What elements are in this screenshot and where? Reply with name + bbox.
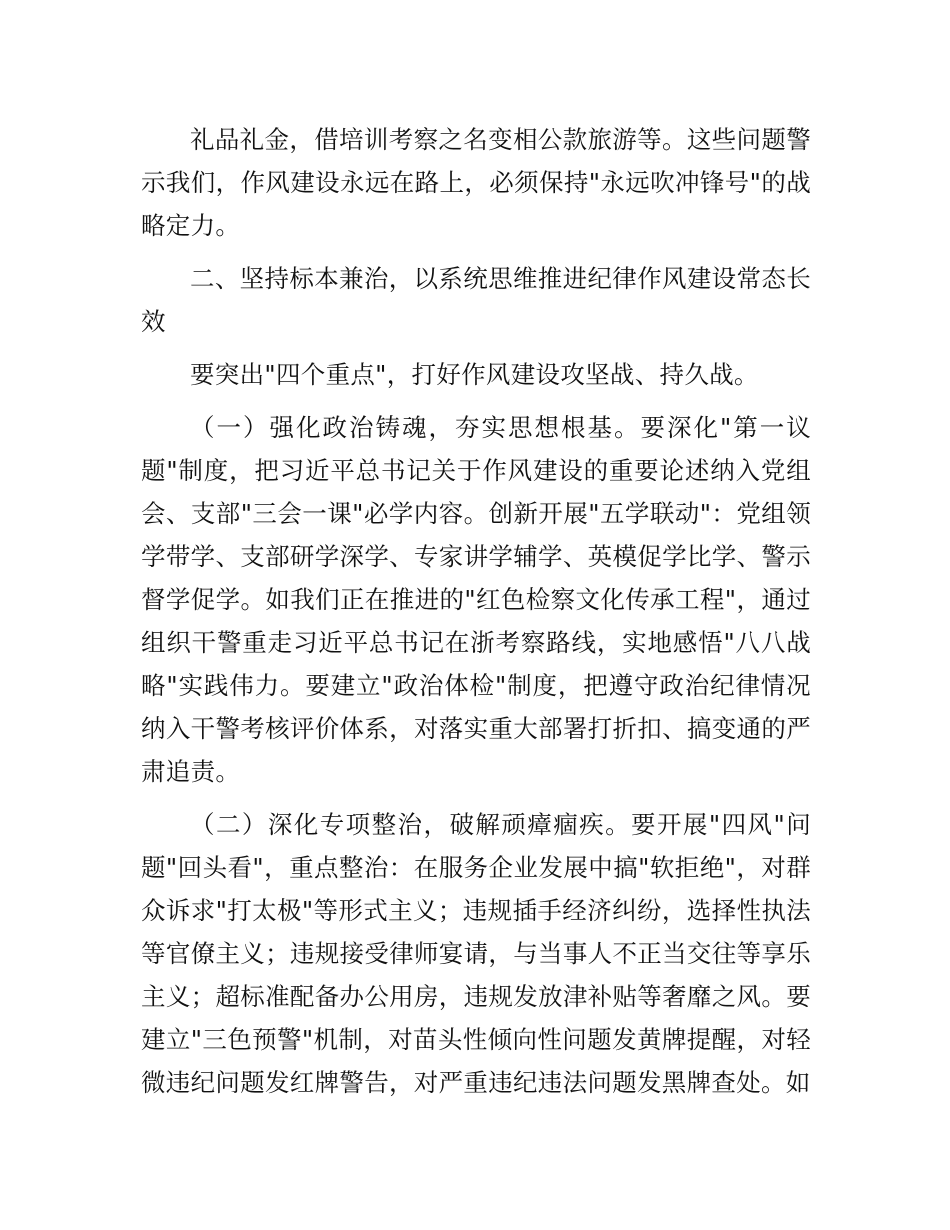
paragraph-special-rectification: （二）深化专项整治，破解顽瘴痼疾。要开展"四风"问题"回头看"，重点整治：在服务企业发展中搞"软拒绝"，对群众诉求"打太极"等形式主义；违规插手经济纠纷，选择性执法等官僚主义；违规接受律师宴请，与当事人不正当交往等享乐主义；超标准配备办公用房，违规发放津补贴等奢靡之风。要建立"三色预警"机制，对苗头性倾向性问题发黄牌提醒，对轻微违纪问题发红牌警告，对严重违纪违法问题发黑牌查处。如: [141, 810, 811, 1097]
document-body: [141, 118, 811, 1114]
paragraph-continuation: 礼品礼金，借培训考察之名变相公款旅游等。这些问题警示我们，作风建设永远在路上，必须保持"永远吹冲锋号"的战略定力。: [141, 125, 811, 240]
paragraph-political-soul: （一）强化政治铸魂，夯实思想根基。要深化"第一议题"制度，把习近平总书记关于作风建设的重要论述纳入党组会、支部"三会一课"必学内容。创新开展"五学联动"：党组领学带学、支部研学深学、专家讲学辅学、英模促学比学、警示督学促学。如我们正在推进的"红色检察文化传承工程"，通过组织干警重走习近平总书记在浙考察路线，实地感悟"八八战略"实践伟力。要建立"政治体检"制度，把遵守政治纪律情况纳入干警考核评价体系，对落实重大部署打折扣、搞变通的严肃追责。: [141, 413, 811, 786]
section-heading-two: 二、坚持标本兼治，以系统思维推进纪律作风建设常态长效: [141, 264, 811, 336]
paragraph-four-key-points: 要突出"四个重点"，打好作风建设攻坚战、持久战。: [190, 360, 759, 389]
